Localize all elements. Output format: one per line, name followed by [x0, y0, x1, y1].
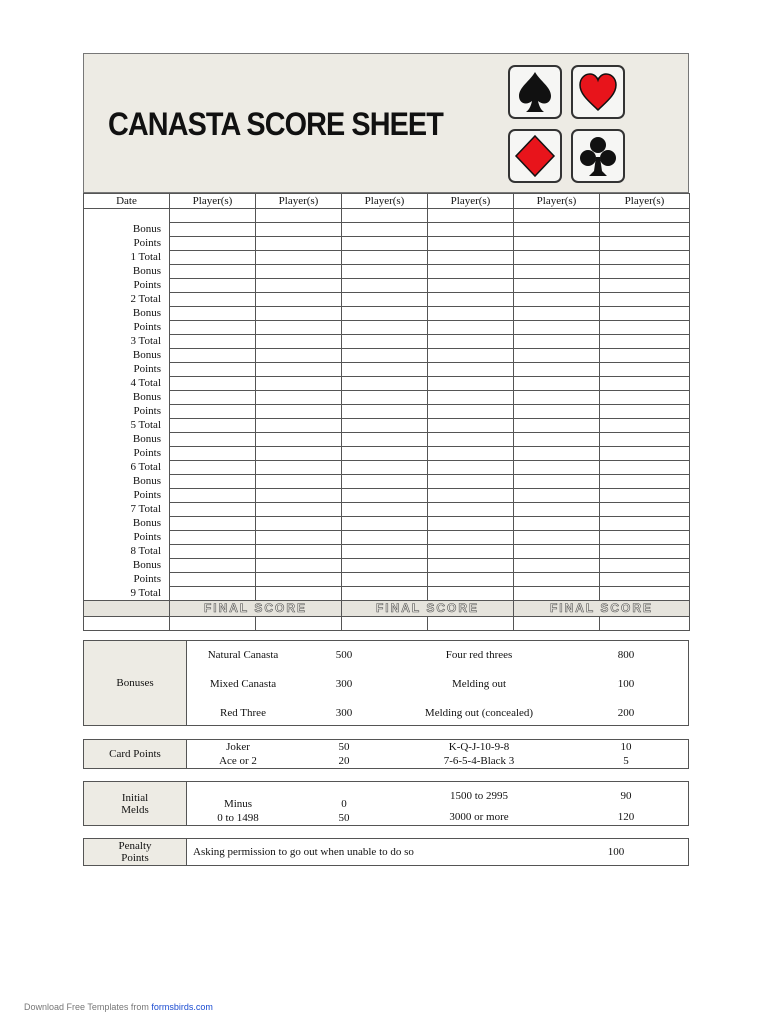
- score-cell[interactable]: [514, 363, 600, 377]
- card-value: 10: [620, 741, 632, 753]
- score-cell[interactable]: [342, 265, 428, 279]
- table-row: [84, 419, 690, 433]
- score-cell[interactable]: [600, 251, 690, 265]
- score-cell[interactable]: [514, 279, 600, 293]
- final-score-row: [84, 601, 690, 617]
- score-cell[interactable]: [256, 391, 342, 405]
- score-cell[interactable]: [256, 209, 342, 223]
- score-cell[interactable]: [170, 363, 256, 377]
- score-cell[interactable]: [428, 209, 514, 223]
- row-label: 1 Total: [84, 251, 170, 265]
- score-cell[interactable]: [600, 461, 690, 475]
- table-row: [84, 531, 690, 545]
- table-row: [84, 545, 690, 559]
- card-value: 50: [338, 741, 350, 753]
- table-row: [84, 251, 690, 265]
- score-cell[interactable]: [514, 531, 600, 545]
- score-cell[interactable]: [342, 517, 428, 531]
- score-cell[interactable]: [256, 349, 342, 363]
- table-row: [84, 391, 690, 405]
- row-label: Bonus: [84, 223, 170, 237]
- score-cell[interactable]: [600, 377, 690, 391]
- player-header: Player(s): [256, 194, 342, 209]
- bonuses-box: [83, 640, 689, 726]
- score-cell[interactable]: [342, 293, 428, 307]
- table-row: [84, 559, 690, 573]
- score-cell[interactable]: [428, 461, 514, 475]
- score-cell[interactable]: [342, 531, 428, 545]
- score-cell[interactable]: [514, 209, 600, 223]
- score-table: [83, 193, 690, 631]
- heart-icon: [571, 65, 625, 119]
- score-cell[interactable]: [600, 545, 690, 559]
- final-score-spacer: [84, 617, 170, 631]
- score-cell[interactable]: [514, 503, 600, 517]
- score-cell[interactable]: [600, 517, 690, 531]
- score-cell[interactable]: [256, 475, 342, 489]
- final-score-label: FINAL SCORE: [170, 601, 342, 617]
- row-label: Bonus: [84, 391, 170, 405]
- player-header: Player(s): [600, 194, 690, 209]
- score-cell[interactable]: [428, 531, 514, 545]
- meld-minus: Minus: [223, 798, 253, 810]
- score-cell[interactable]: [170, 321, 256, 335]
- score-cell[interactable]: [600, 293, 690, 307]
- score-cell[interactable]: [256, 461, 342, 475]
- score-cell[interactable]: [514, 447, 600, 461]
- row-label: 6 Total: [84, 461, 170, 475]
- score-cell[interactable]: [428, 475, 514, 489]
- penalty-text: Asking permission to go out when unable to do so: [193, 846, 414, 858]
- score-cell[interactable]: [600, 433, 690, 447]
- score-cell[interactable]: [342, 405, 428, 419]
- club-icon: [571, 129, 625, 183]
- score-cell[interactable]: [428, 517, 514, 531]
- score-cell[interactable]: [600, 405, 690, 419]
- bonus-name: Melding out: [451, 678, 507, 690]
- table-row: [84, 321, 690, 335]
- final-score-cell[interactable]: [256, 617, 342, 631]
- score-cell[interactable]: [514, 559, 600, 573]
- score-cell[interactable]: [170, 293, 256, 307]
- score-cell[interactable]: [256, 517, 342, 531]
- score-cell[interactable]: [256, 307, 342, 321]
- score-cell[interactable]: [600, 321, 690, 335]
- score-cell[interactable]: [514, 391, 600, 405]
- score-cell[interactable]: [170, 545, 256, 559]
- score-cell[interactable]: [256, 559, 342, 573]
- score-cell[interactable]: [170, 447, 256, 461]
- score-cell[interactable]: [256, 573, 342, 587]
- row-label: 4 Total: [84, 377, 170, 391]
- header-panel: [83, 53, 689, 193]
- score-cell[interactable]: [600, 475, 690, 489]
- final-score-cell[interactable]: [600, 617, 690, 631]
- table-row: [84, 475, 690, 489]
- score-cell[interactable]: [342, 489, 428, 503]
- bonus-name: Natural Canasta: [207, 649, 279, 661]
- score-cell[interactable]: [428, 545, 514, 559]
- meld-range: 3000 or more: [449, 811, 509, 823]
- score-cell[interactable]: [600, 223, 690, 237]
- score-cell[interactable]: [600, 265, 690, 279]
- score-cell[interactable]: [428, 573, 514, 587]
- footer-text: Download Free Templates from: [24, 1002, 149, 1012]
- row-label: Bonus: [84, 559, 170, 573]
- score-cell[interactable]: [600, 419, 690, 433]
- score-cell[interactable]: [342, 237, 428, 251]
- score-cell[interactable]: [256, 545, 342, 559]
- table-row: [84, 237, 690, 251]
- score-cell[interactable]: [342, 279, 428, 293]
- final-score-spacer: [84, 601, 170, 617]
- final-score-entry-row: [84, 617, 690, 631]
- score-cell[interactable]: [170, 349, 256, 363]
- page-title: CANASTA SCORE SHEET: [108, 106, 443, 142]
- row-label: Points: [84, 447, 170, 461]
- score-cell[interactable]: [600, 447, 690, 461]
- score-cell[interactable]: [342, 545, 428, 559]
- score-cell[interactable]: [256, 419, 342, 433]
- score-cell[interactable]: [600, 363, 690, 377]
- meld-value: 120: [617, 811, 635, 823]
- score-cell[interactable]: [428, 433, 514, 447]
- score-cell[interactable]: [170, 531, 256, 545]
- score-cell[interactable]: [514, 237, 600, 251]
- score-cell[interactable]: [428, 587, 514, 601]
- table-row: [84, 363, 690, 377]
- score-cell[interactable]: [514, 223, 600, 237]
- score-cell[interactable]: [256, 447, 342, 461]
- bonus-name: Melding out (concealed): [424, 707, 534, 719]
- score-cell[interactable]: [600, 349, 690, 363]
- score-cell[interactable]: [342, 377, 428, 391]
- score-cell[interactable]: [428, 349, 514, 363]
- player-header: Player(s): [514, 194, 600, 209]
- score-cell[interactable]: [514, 405, 600, 419]
- row-label: Points: [84, 489, 170, 503]
- penalty-label-line: Penalty: [118, 840, 152, 852]
- score-cell[interactable]: [170, 517, 256, 531]
- table-row: [84, 335, 690, 349]
- score-cell[interactable]: [170, 559, 256, 573]
- row-label: Points: [84, 321, 170, 335]
- score-cell[interactable]: [514, 265, 600, 279]
- score-cell[interactable]: [600, 391, 690, 405]
- score-cell[interactable]: [600, 237, 690, 251]
- table-row: [84, 223, 690, 237]
- score-cell[interactable]: [514, 573, 600, 587]
- score-cell[interactable]: [428, 405, 514, 419]
- footer-link[interactable]: formsbirds.com: [151, 1002, 213, 1012]
- score-cell[interactable]: [342, 363, 428, 377]
- score-cell[interactable]: [170, 489, 256, 503]
- score-cell[interactable]: [428, 223, 514, 237]
- score-cell[interactable]: [514, 517, 600, 531]
- row-label: 9 Total: [84, 587, 170, 601]
- score-cell[interactable]: [170, 405, 256, 419]
- penalty-label: [84, 839, 187, 865]
- table-row: [84, 433, 690, 447]
- final-score-cell[interactable]: [342, 617, 428, 631]
- score-cell[interactable]: [342, 475, 428, 489]
- score-cell[interactable]: [342, 559, 428, 573]
- initial-melds-label-line: Melds: [121, 803, 149, 816]
- score-cell[interactable]: [256, 363, 342, 377]
- score-cell[interactable]: [342, 391, 428, 405]
- card-points-box: [83, 739, 689, 769]
- score-cell[interactable]: [342, 349, 428, 363]
- spade-icon: [508, 65, 562, 119]
- score-cell[interactable]: [428, 391, 514, 405]
- card-points-label: Card Points: [84, 740, 187, 768]
- score-cell[interactable]: [428, 321, 514, 335]
- score-cell[interactable]: [342, 419, 428, 433]
- score-cell[interactable]: [600, 335, 690, 349]
- card-name: Joker: [226, 741, 250, 753]
- player-header: Player(s): [170, 194, 256, 209]
- score-cell[interactable]: [342, 447, 428, 461]
- meld-range: 0 to 1498: [217, 812, 259, 824]
- bonus-name: Mixed Canasta: [209, 678, 277, 690]
- score-cell[interactable]: [428, 447, 514, 461]
- table-row: [84, 587, 690, 601]
- diamond-icon: [508, 129, 562, 183]
- score-cell[interactable]: [342, 223, 428, 237]
- score-cell[interactable]: [600, 559, 690, 573]
- score-cell[interactable]: [428, 307, 514, 321]
- row-label: 8 Total: [84, 545, 170, 559]
- row-label: Points: [84, 573, 170, 587]
- table-row: [84, 209, 690, 223]
- table-row: [84, 573, 690, 587]
- score-cell[interactable]: [342, 335, 428, 349]
- table-row: [84, 447, 690, 461]
- bonus-value: 300: [335, 678, 353, 690]
- table-row: [84, 405, 690, 419]
- score-cell[interactable]: [342, 573, 428, 587]
- row-label: Bonus: [84, 517, 170, 531]
- score-cell[interactable]: [256, 251, 342, 265]
- score-cell[interactable]: [256, 405, 342, 419]
- score-cell[interactable]: [514, 545, 600, 559]
- score-cell[interactable]: [256, 531, 342, 545]
- score-cell[interactable]: [428, 279, 514, 293]
- score-cell[interactable]: [256, 237, 342, 251]
- score-cell[interactable]: [256, 223, 342, 237]
- row-label: [84, 209, 170, 223]
- score-cell[interactable]: [342, 503, 428, 517]
- bonuses-label: Bonuses: [84, 641, 187, 725]
- table-row: [84, 293, 690, 307]
- score-cell[interactable]: [342, 433, 428, 447]
- score-cell[interactable]: [342, 251, 428, 265]
- score-cell[interactable]: [170, 391, 256, 405]
- final-score-cell[interactable]: [170, 617, 256, 631]
- initial-melds-box: [83, 781, 689, 826]
- score-cell[interactable]: [170, 251, 256, 265]
- score-cell[interactable]: [514, 307, 600, 321]
- bonus-name: Red Three: [220, 707, 266, 719]
- player-header: Player(s): [428, 194, 514, 209]
- bonus-value: 100: [617, 678, 635, 690]
- final-score-label: FINAL SCORE: [342, 601, 514, 617]
- score-cell[interactable]: [256, 503, 342, 517]
- score-cell[interactable]: [170, 307, 256, 321]
- row-label: 5 Total: [84, 419, 170, 433]
- row-label: Points: [84, 279, 170, 293]
- score-cell[interactable]: [170, 237, 256, 251]
- table-header-row: [84, 194, 690, 209]
- score-cell[interactable]: [514, 377, 600, 391]
- initial-melds-label-line: Initial: [121, 791, 149, 804]
- date-header: Date: [84, 194, 170, 209]
- row-label: Points: [84, 405, 170, 419]
- score-cell[interactable]: [342, 587, 428, 601]
- player-header: Player(s): [342, 194, 428, 209]
- penalty-value: 100: [607, 846, 625, 858]
- penalty-box: [83, 838, 689, 866]
- score-cell[interactable]: [600, 307, 690, 321]
- score-cell[interactable]: [170, 209, 256, 223]
- score-cell[interactable]: [256, 279, 342, 293]
- score-cell[interactable]: [428, 251, 514, 265]
- score-cell[interactable]: [342, 321, 428, 335]
- score-cell[interactable]: [170, 265, 256, 279]
- score-cell[interactable]: [514, 475, 600, 489]
- footer: [24, 1002, 213, 1012]
- row-label: Bonus: [84, 307, 170, 321]
- bonus-value: 300: [335, 707, 353, 719]
- score-cell[interactable]: [428, 293, 514, 307]
- score-cell[interactable]: [514, 433, 600, 447]
- meld-range: 1500 to 2995: [449, 790, 509, 802]
- card-value: 20: [338, 755, 350, 767]
- score-cell[interactable]: [170, 377, 256, 391]
- row-label: Bonus: [84, 433, 170, 447]
- score-cell[interactable]: [514, 321, 600, 335]
- score-cell[interactable]: [428, 237, 514, 251]
- score-cell[interactable]: [600, 279, 690, 293]
- initial-melds-label: [84, 782, 187, 825]
- score-cell[interactable]: [170, 475, 256, 489]
- table-row: [84, 279, 690, 293]
- score-cell[interactable]: [170, 503, 256, 517]
- score-cell[interactable]: [428, 489, 514, 503]
- score-cell[interactable]: [170, 279, 256, 293]
- score-cell[interactable]: [170, 433, 256, 447]
- card-name: Ace or 2: [219, 755, 257, 767]
- score-cell[interactable]: [170, 223, 256, 237]
- row-label: Bonus: [84, 265, 170, 279]
- final-score-cell[interactable]: [514, 617, 600, 631]
- bonus-name: Four red threes: [445, 649, 513, 661]
- score-cell[interactable]: [600, 489, 690, 503]
- score-cell[interactable]: [256, 587, 342, 601]
- table-row: [84, 503, 690, 517]
- score-cell[interactable]: [256, 335, 342, 349]
- meld-value: 50: [338, 812, 350, 824]
- score-cell[interactable]: [428, 265, 514, 279]
- table-row: [84, 377, 690, 391]
- row-label: Bonus: [84, 349, 170, 363]
- table-row: [84, 489, 690, 503]
- meld-value: 90: [620, 790, 632, 802]
- row-label: 2 Total: [84, 293, 170, 307]
- score-cell[interactable]: [514, 349, 600, 363]
- final-score-cell[interactable]: [428, 617, 514, 631]
- bonus-value: 800: [617, 649, 635, 661]
- score-cell[interactable]: [428, 363, 514, 377]
- row-label: Points: [84, 363, 170, 377]
- row-label: 7 Total: [84, 503, 170, 517]
- score-cell[interactable]: [600, 531, 690, 545]
- score-cell[interactable]: [600, 587, 690, 601]
- score-cell[interactable]: [514, 419, 600, 433]
- score-cell[interactable]: [170, 587, 256, 601]
- score-cell[interactable]: [514, 587, 600, 601]
- card-name: K-Q-J-10-9-8: [448, 741, 510, 753]
- final-score-label: FINAL SCORE: [514, 601, 690, 617]
- score-cell[interactable]: [428, 377, 514, 391]
- score-cell[interactable]: [170, 573, 256, 587]
- table-row: [84, 461, 690, 475]
- bonus-value: 200: [617, 707, 635, 719]
- score-cell[interactable]: [170, 461, 256, 475]
- score-cell[interactable]: [514, 489, 600, 503]
- score-cell[interactable]: [170, 419, 256, 433]
- score-cell[interactable]: [256, 377, 342, 391]
- score-cell[interactable]: [514, 293, 600, 307]
- card-value: 5: [623, 755, 629, 767]
- score-cell[interactable]: [600, 573, 690, 587]
- bonus-value: 500: [335, 649, 353, 661]
- score-cell[interactable]: [256, 489, 342, 503]
- score-cell[interactable]: [428, 559, 514, 573]
- score-cell[interactable]: [428, 419, 514, 433]
- score-cell[interactable]: [170, 335, 256, 349]
- score-cell[interactable]: [256, 433, 342, 447]
- penalty-label-line: Points: [121, 852, 149, 864]
- score-cell[interactable]: [428, 503, 514, 517]
- table-row: [84, 265, 690, 279]
- row-label: 3 Total: [84, 335, 170, 349]
- card-name: 7-6-5-4-Black 3: [443, 755, 515, 767]
- row-label: Points: [84, 531, 170, 545]
- score-cell[interactable]: [256, 321, 342, 335]
- score-cell[interactable]: [428, 335, 514, 349]
- score-cell[interactable]: [514, 335, 600, 349]
- row-label: Points: [84, 237, 170, 251]
- table-row: [84, 307, 690, 321]
- table-row: [84, 517, 690, 531]
- score-cell[interactable]: [342, 461, 428, 475]
- row-label: Bonus: [84, 475, 170, 489]
- score-cell[interactable]: [256, 265, 342, 279]
- meld-minus-value: 0: [341, 798, 347, 810]
- score-cell[interactable]: [600, 209, 690, 223]
- score-cell[interactable]: [256, 293, 342, 307]
- score-cell[interactable]: [342, 307, 428, 321]
- score-cell[interactable]: [514, 251, 600, 265]
- score-cell[interactable]: [600, 503, 690, 517]
- score-cell[interactable]: [514, 461, 600, 475]
- table-row: [84, 349, 690, 363]
- score-cell[interactable]: [342, 209, 428, 223]
